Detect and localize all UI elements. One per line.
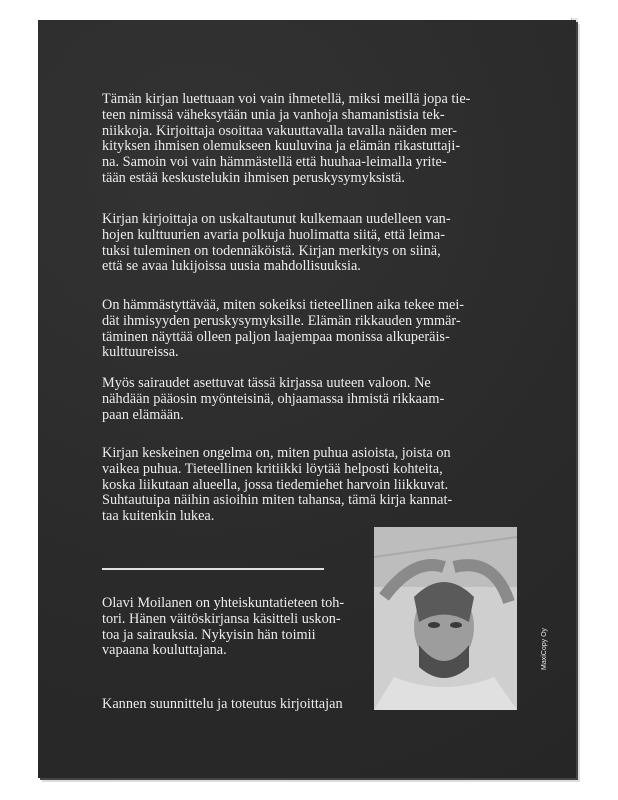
text-line: hojen kulttuurien avaria polkuja huolimatta siitä, että leima- — [102, 226, 446, 243]
blurb-paragraph-4 — [102, 376, 526, 423]
bio-line: vapaana kouluttajana. — [102, 642, 227, 659]
text-line: dät ihmisyyden peruskysymyksille. Elämän rikkauden ymmär- — [102, 312, 461, 329]
blurb-paragraph-3 — [102, 298, 526, 361]
text-line: täminen näyttää olleen paljon laajempaa monissa alkuperäis- — [102, 328, 450, 345]
text-line: niikkoja. Kirjoittaja osoittaa vakuuttavalla tavalla näiden mer- — [102, 122, 458, 139]
text-line: tään estää keskustelukin ihmisen peruskysymyksistä. — [102, 169, 405, 186]
text-line: Suhtautuipa näihin asioihin miten tahansa, tämä kirja kannat- — [102, 492, 453, 509]
text-line: kityksen ihmisen olemukseen kuuluvina ja elämän rikastuttaji- — [102, 138, 461, 155]
author-bio — [102, 596, 364, 659]
text-line: Tämän kirjan luettuaan voi vain ihmetellä, miksi meillä jopa tie- — [102, 91, 471, 107]
blurb-paragraph-1 — [102, 92, 526, 187]
blurb-paragraph-2 — [102, 212, 526, 275]
author-portrait-image — [374, 527, 517, 710]
divider-rule — [102, 568, 324, 570]
text-line: na. Samoin voi vain hämmästellä että huuhaa-leimalla yrite- — [102, 154, 447, 171]
author-photo — [374, 527, 517, 710]
blurb-paragraph-5 — [102, 446, 526, 525]
text-line: On hämmästyttävää, miten sokeiksi tieteellinen aika tekee mei- — [102, 297, 465, 313]
text-line: paan elämään. — [102, 406, 184, 423]
printer-mark: MaxiCopy Oy — [541, 627, 548, 670]
bio-line: Olavi Moilanen on yhteiskuntatieteen toh- — [102, 595, 345, 611]
text-line: Myös sairaudet asettuvat tässä kirjassa uuteen valoon. Ne — [102, 375, 431, 391]
text-line: että se avaa lukijoissa uusia mahdollisuuksia. — [102, 258, 361, 275]
text-line: koska liikutaan alueella, jossa tiedemiehet harvoin liikkuvat. — [102, 476, 449, 493]
text-line: taa kuitenkin lukea. — [102, 508, 215, 525]
text-line: Kirjan keskeinen ongelma on, miten puhua asioista, joista on — [102, 445, 451, 461]
bio-line: tori. Hänen väitöskirjansa käsitteli uskon- — [102, 610, 341, 627]
text-line: Kirjan kirjoittaja on uskaltautunut kulkemaan uudelleen van- — [102, 211, 451, 227]
text-line: tuksi tuleminen on todennäköistä. Kirjan merkitys on siinä, — [102, 242, 441, 259]
cover-design-credit: Kannen suunnittelu ja toteutus kirjoittajan — [102, 696, 343, 712]
text-line: nähdään pääosin myönteisinä, ohjaamassa ihmistä rikkaam- — [102, 390, 445, 407]
text-line: kulttuureissa. — [102, 344, 179, 361]
text-line: vaikea puhua. Tieteellinen kritiikki löytää helposti kohteita, — [102, 460, 443, 477]
text-line: teen nimissä väheksytään unia ja vanhoja shamanistisia tek- — [102, 106, 445, 123]
bio-line: toa ja sairauksia. Nykyisin hän toimii — [102, 626, 316, 643]
